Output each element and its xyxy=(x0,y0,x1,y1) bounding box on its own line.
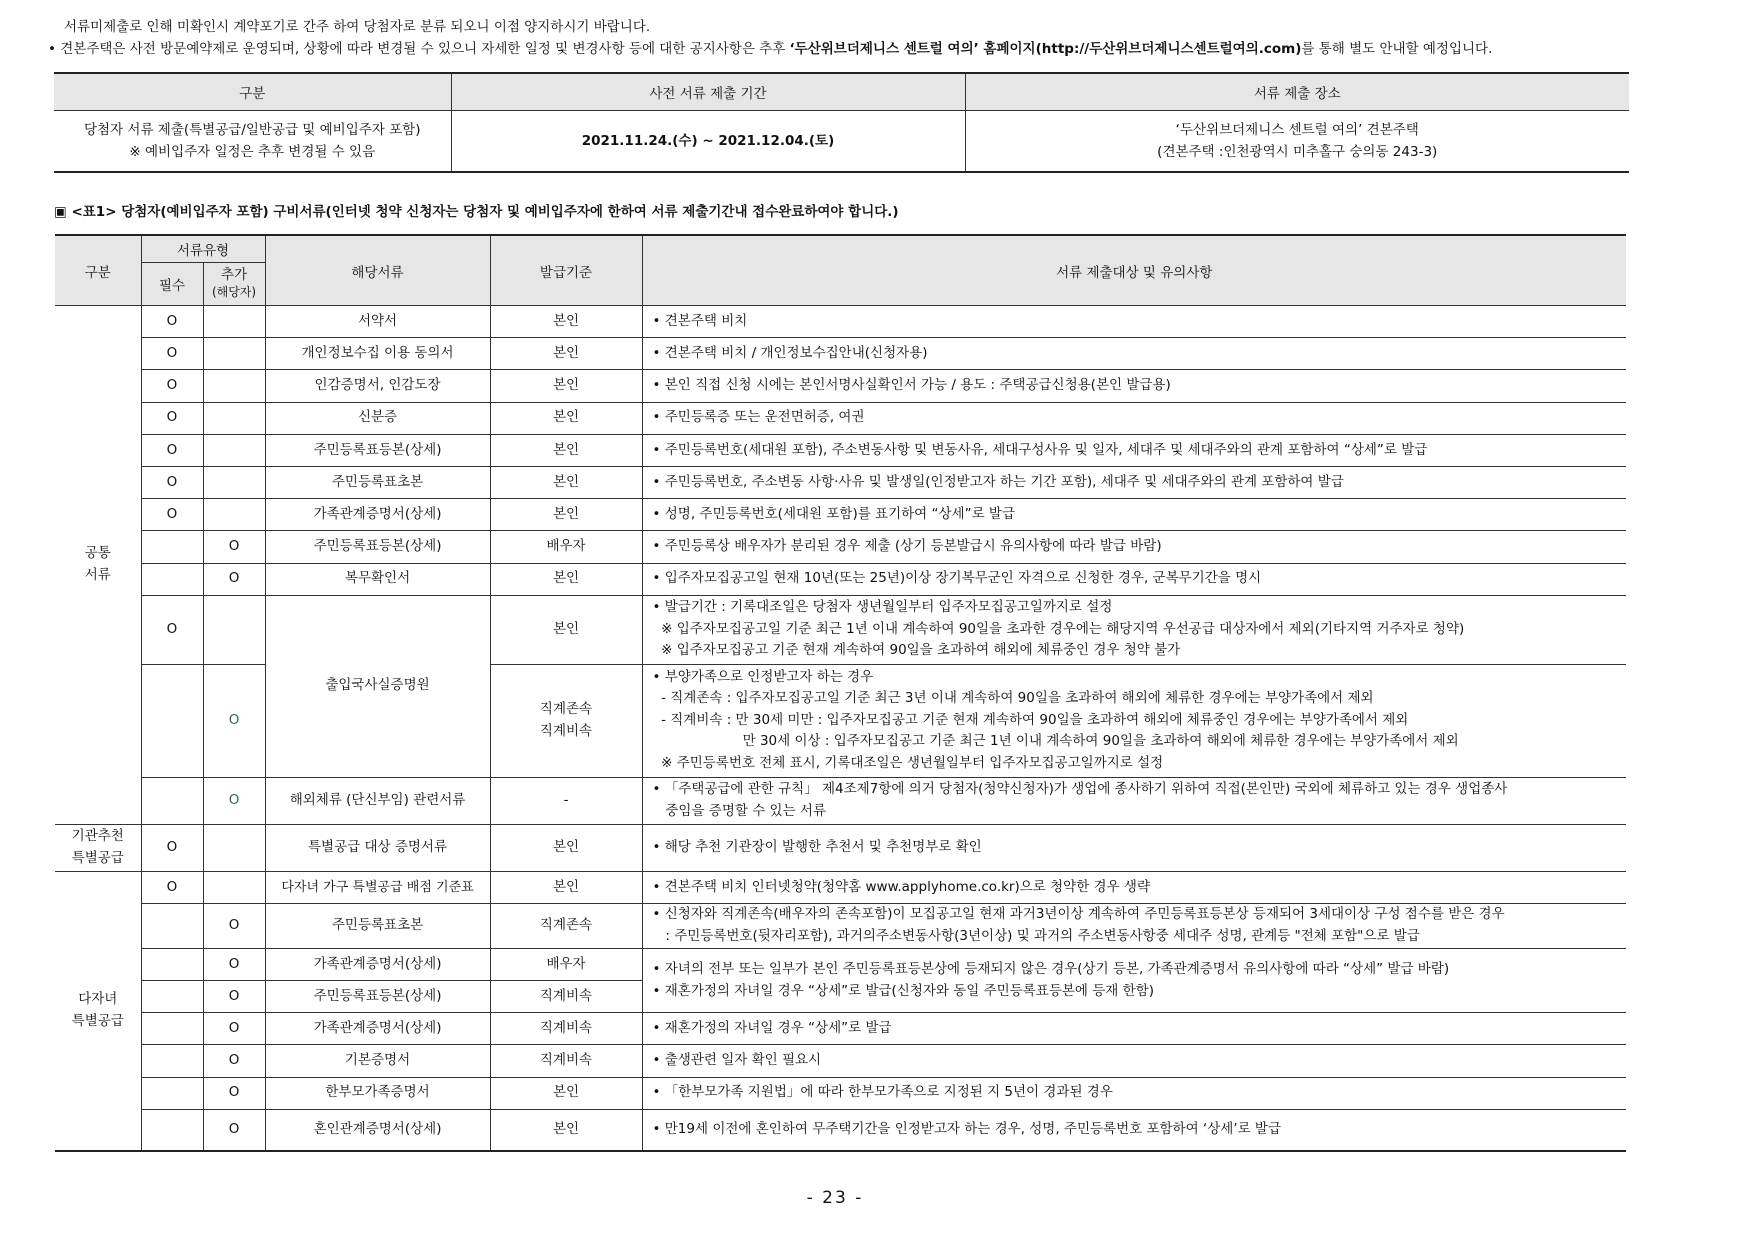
document-name: 복무확인서 xyxy=(265,563,490,595)
required-mark: O xyxy=(141,871,203,903)
issuer: 본인 xyxy=(490,499,642,531)
document-name: 특별공급 대상 증명서류 xyxy=(265,824,490,871)
homepage-reference: ‘두산위브더제니스 센트럴 여의’ 홈페이지(http://두산위브더제니스센트럴여의.com) xyxy=(789,41,1302,57)
issuer: - xyxy=(490,777,642,824)
notes-cell: • 주민등록번호(세대원 포함), 주소변동사항 및 변동사유, 세대구성사유 및 일자, 세대주 및 세대주와의 관계 포함하여 “상세”로 발급 xyxy=(642,434,1626,466)
issuer: 배우자 xyxy=(490,531,642,563)
category-institution: 기관추천 특별공급 xyxy=(55,824,141,871)
notes-cell: • 입주자모집공고일 현재 10년(또는 25년)이상 장기복무군인 자격으로 신청한 경우, 군복무기간을 명시 xyxy=(642,563,1626,595)
notes-cell: • 견본주택 비치 / 개인정보수집안내(신청자용) xyxy=(642,338,1626,370)
document-name: 해외체류 (단신부임) 관련서류 xyxy=(265,777,490,824)
additional-mark: O xyxy=(203,531,265,563)
category-multichild: 다자녀 특별공급 xyxy=(55,871,141,1151)
submission-period: 2021.11.24.(수) ~ 2021.12.04.(토) xyxy=(451,111,965,173)
issuer: 직계비속 xyxy=(490,981,642,1013)
additional-mark: O xyxy=(203,1077,265,1109)
issuer: 본인 xyxy=(490,871,642,903)
document-name: 주민등록표등본(상세) xyxy=(265,981,490,1013)
document-name: 가족관계증명서(상세) xyxy=(265,1013,490,1045)
document-name: 주민등록표등본(상세) xyxy=(265,434,490,466)
required-mark: O xyxy=(141,306,203,338)
notes-cell: • 부양가족으로 인정받고자 하는 경우 - 직계존속 : 입주자모집공고일 기준 최근 3년 이내 계속하여 90일을 초과하여 해외에 체류한 경우에는 부양가족에서 제외 - 직계비속 : 만 30세 미만 : 입주자모집공고 기준 현재 계속하여 90일을 초과하여 해외에 체류중인 경우에는 부양가족에서 제외 만 30세 이상 : 입주자모집공고 기준 최근 1년 이내 계속하여 90일을 초과하여 해외에 체류한 경우에는 부양가족에서 제외 ※ 주민등록번호 전체 표시, 기록대조일은 생년월일부터 입주자모집공고일까지로 설정 xyxy=(642,664,1626,777)
required-documents-table xyxy=(55,234,1626,1152)
table-row xyxy=(55,903,1626,948)
issuer: 본인 xyxy=(490,370,642,402)
additional-mark: O xyxy=(203,1013,265,1045)
table-row xyxy=(55,531,1626,563)
intro-line-1: 서류미제출로 인해 미확인시 계약포기로 간주 하여 당첨자로 분류 되오니 이점 양지하시기 바랍니다. xyxy=(64,19,651,35)
table-row xyxy=(55,434,1626,466)
document-name: 주민등록표초본 xyxy=(265,903,490,948)
required-mark: O xyxy=(141,466,203,498)
notes-cell: • 주민등록번호, 주소변동 사항·사유 및 발생일(인정받고자 하는 기간 포함), 세대주 및 세대주와의 관계 포함하여 발급 xyxy=(642,466,1626,498)
required-mark: O xyxy=(141,370,203,402)
table-row xyxy=(55,402,1626,434)
document-name: 가족관계증명서(상세) xyxy=(265,499,490,531)
document-name: 기본증명서 xyxy=(265,1045,490,1077)
table-row xyxy=(55,338,1626,370)
issuer: 직계비속 xyxy=(490,1013,642,1045)
header-period: 사전 서류 제출 기간 xyxy=(451,73,965,111)
submission-category: 당첨자 서류 제출(특별공급/일반공급 및 예비입주자 포함) ※ 예비입주자 일정은 추후 변경될 수 있음 xyxy=(54,111,451,173)
table-row xyxy=(55,948,1626,980)
document-name: 주민등록표초본 xyxy=(265,466,490,498)
issuer: 배우자 xyxy=(490,948,642,980)
document-name: 다자녀 가구 특별공급 배점 기준표 xyxy=(265,871,490,903)
submission-schedule-table xyxy=(54,72,1629,173)
notes-cell: • 주민등록증 또는 운전면허증, 여권 xyxy=(642,402,1626,434)
issuer: 본인 xyxy=(490,306,642,338)
additional-mark: O xyxy=(203,948,265,980)
document-name: 주민등록표등본(상세) xyxy=(265,531,490,563)
table-row xyxy=(55,1077,1626,1109)
table-row xyxy=(55,466,1626,498)
document-name: 혼인관계증명서(상세) xyxy=(265,1109,490,1151)
table-row xyxy=(55,777,1626,824)
required-mark: O xyxy=(141,499,203,531)
header-category: 구분 xyxy=(54,73,451,111)
required-mark: O xyxy=(141,434,203,466)
notes-cell: • 주민등록상 배우자가 분리된 경우 제출 (상기 등본발급시 유의사항에 따라 발급 바람) xyxy=(642,531,1626,563)
additional-mark: O xyxy=(203,1109,265,1151)
notes-cell: • 성명, 주민등록번호(세대원 포함)를 표기하여 “상세”로 발급 xyxy=(642,499,1626,531)
header-additional: 추가 (해당자) xyxy=(203,263,265,306)
issuer: 본인 xyxy=(490,1109,642,1151)
additional-mark: O xyxy=(203,664,265,777)
table-row xyxy=(55,1013,1626,1045)
required-mark: O xyxy=(141,824,203,871)
document-name: 신분증 xyxy=(265,402,490,434)
table-row xyxy=(55,824,1626,871)
category-common: 공통 서류 xyxy=(55,306,141,825)
document-name: 개인정보수집 이용 동의서 xyxy=(265,338,490,370)
notes-cell: • 신청자와 직계존속(배우자의 존속포함)이 모집공고일 현재 과거3년이상 계속하여 주민등록표등본상 등재되어 3세대이상 구성 점수를 받은 경우 : 주민등록번호(뒷자리포함), 과거의주소변동사항(3년이상) 및 과거의 주소변동사항중 세대주 성명, 관계등 "전체 포함"으로 발급 xyxy=(642,903,1626,948)
issuer: 본인 xyxy=(490,1077,642,1109)
issuer: 본인 xyxy=(490,824,642,871)
issuer: 직계존속 직계비속 xyxy=(490,664,642,777)
document-name: 서약서 xyxy=(265,306,490,338)
required-mark: O xyxy=(141,402,203,434)
table-row xyxy=(55,871,1626,903)
notes-cell: • 견본주택 비치 xyxy=(642,306,1626,338)
document-name: 한부모가족증명서 xyxy=(265,1077,490,1109)
header-doc-type: 서류유형 xyxy=(141,235,265,263)
issuer: 본인 xyxy=(490,338,642,370)
submission-place: ‘두산위브더제니스 센트럴 여의’ 견본주택 (견본주택 :인천광역시 미추홀구 숭의동 243-3) xyxy=(965,111,1629,173)
table-row xyxy=(55,595,1626,664)
issuer: 본인 xyxy=(490,563,642,595)
header-place: 서류 제출 장소 xyxy=(965,73,1629,111)
issuer: 본인 xyxy=(490,402,642,434)
issuer: 본인 xyxy=(490,434,642,466)
required-mark: O xyxy=(141,595,203,664)
notes-cell: • 만19세 이전에 혼인하여 무주택기간을 인정받고자 하는 경우, 성명, 주민등록번호 포함하여 ‘상세’로 발급 xyxy=(642,1109,1626,1151)
notes-cell: • 본인 직접 신청 시에는 본인서명사실확인서 가능 / 용도 : 주택공급신청용(본인 발급용) xyxy=(642,370,1626,402)
notes-cell: • 자녀의 전부 또는 일부가 본인 주민등록표등본상에 등재되지 않은 경우(상기 등본, 가족관계증명서 유의사항에 따라 “상세” 발급 바람) • 재혼가정의 자녀일 경우 “상세”로 발급(신청자와 동일 주민등록표등본에 등재 한함) xyxy=(642,948,1626,1012)
table-row xyxy=(55,1109,1626,1151)
table-row xyxy=(55,563,1626,595)
additional-mark: O xyxy=(203,981,265,1013)
header-required: 필수 xyxy=(141,263,203,306)
required-mark: O xyxy=(141,338,203,370)
table-row xyxy=(55,306,1626,338)
intro-line-2: • 견본주택은 사전 방문예약제로 운영되며, 상황에 따라 변경될 수 있으니 자세한 일정 및 변경사항 등에 대한 공지사항은 추후 ‘두산위브더제니스 센트럴 여의’ 홈페이지(http://두산위브더제니스센트럴여의.com)를 통해 별도 안내할 예정입니다. xyxy=(48,41,1493,57)
header-category: 구분 xyxy=(55,235,141,306)
page-number: - 23 - xyxy=(806,1188,864,1208)
issuer: 직계존속 xyxy=(490,903,642,948)
additional-mark: O xyxy=(203,1045,265,1077)
table1-caption: ▣ <표1> 당첨자(예비입주자 포함) 구비서류(인터넷 청약 신청자는 당첨자 및 예비입주자에 한하여 서류 제출기간내 접수완료하여야 합니다.) xyxy=(54,204,899,220)
table-row xyxy=(55,1045,1626,1077)
document-name: 인감증명서, 인감도장 xyxy=(265,370,490,402)
issuer: 직계비속 xyxy=(490,1045,642,1077)
document-name: 가족관계증명서(상세) xyxy=(265,948,490,980)
intro-notice xyxy=(48,16,1718,60)
header-issuer: 발급기준 xyxy=(490,235,642,306)
additional-mark: O xyxy=(203,777,265,824)
table-row xyxy=(55,499,1626,531)
additional-mark: O xyxy=(203,903,265,948)
notes-cell: • 재혼가정의 자녀일 경우 “상세”로 발급 xyxy=(642,1013,1626,1045)
table-row xyxy=(55,370,1626,402)
notes-cell: • 「한부모가족 지원법」에 따라 한부모가족으로 지정된 지 5년이 경과된 경우 xyxy=(642,1077,1626,1109)
issuer: 본인 xyxy=(490,595,642,664)
header-notes: 서류 제출대상 및 유의사항 xyxy=(642,235,1626,306)
notes-cell: • 견본주택 비치 인터넷청약(청약홈 www.applyhome.co.kr)으로 청약한 경우 생략 xyxy=(642,871,1626,903)
notes-cell: • 발급기간 : 기록대조일은 당첨자 생년월일부터 입주자모집공고일까지로 설정 ※ 입주자모집공고일 기준 최근 1년 이내 계속하여 90일을 초과한 경우에는 해당지역 우선공급 대상자에서 제외(기타지역 거주자로 청약) ※ 입주자모집공고 기준 현재 계속하여 90일을 초과하여 해외에 체류중인 경우 청약 불가 xyxy=(642,595,1626,664)
header-document: 해당서류 xyxy=(265,235,490,306)
notes-cell: • 「주택공급에 관한 규칙」 제4조제7항에 의거 당첨자(청약신청자)가 생업에 종사하기 위하여 직접(본인만) 국외에 체류하고 있는 경우 생업종사 중임을 증명할 수 있는 서류 xyxy=(642,777,1626,824)
notes-cell: • 해당 추천 기관장이 발행한 추천서 및 추천명부로 확인 xyxy=(642,824,1626,871)
issuer: 본인 xyxy=(490,466,642,498)
notes-cell: • 출생관련 일자 확인 필요시 xyxy=(642,1045,1626,1077)
additional-mark: O xyxy=(203,563,265,595)
document-name: 출입국사실증명원 xyxy=(265,595,490,777)
